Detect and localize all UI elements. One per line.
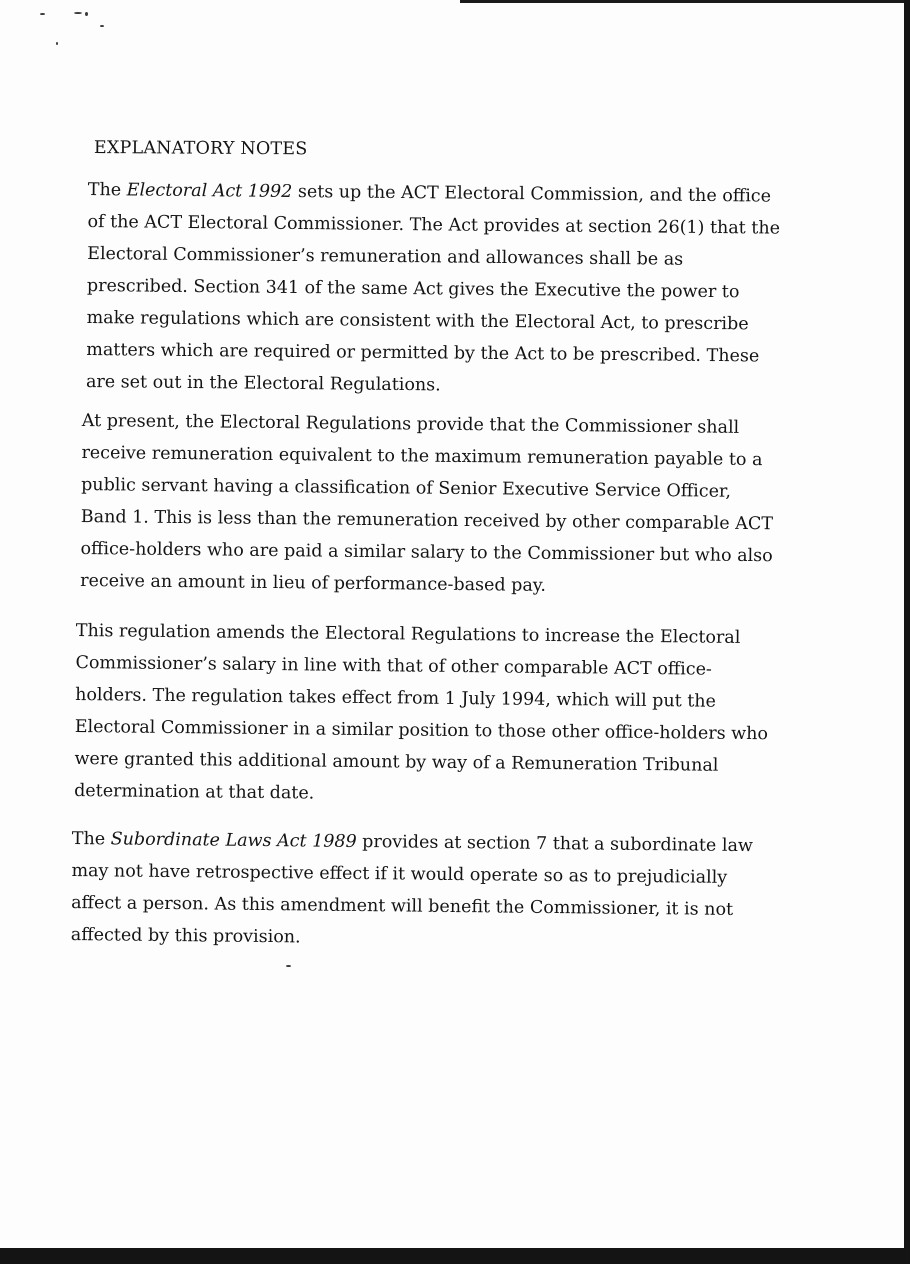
scan-speck: [286, 965, 291, 967]
paragraph-text: sets up the ACT Electoral Commission, and the office of the ACT Electoral Commissioner. The Act provides at section 26(1) that the Electoral Commissioner’s remuneration and allowances shall be as prescribed. Section 341 of the same Act gives the Executive the power to make regulations which are consistent with the Electoral Act, to prescribe matters which are required or permitted by the Act to be prescribed. These are set out in the Electoral Regulations.: [85, 181, 781, 396]
paragraph-prefix: The: [71, 828, 111, 850]
scan-speck: [85, 12, 88, 16]
scan-edge-top: [460, 0, 910, 3]
act-title-subordinate-laws-act: Subordinate Laws Act 1989: [110, 829, 357, 852]
paragraph-current-remuneration: [80, 405, 782, 604]
paragraph-electoral-act: [86, 174, 788, 405]
scan-edge-right: [904, 0, 910, 1264]
page-title: EXPLANATORY NOTES: [93, 138, 308, 160]
paragraph-prefix: The: [87, 179, 127, 201]
paragraph-subordinate-laws-act: [71, 823, 772, 958]
scan-edge-bottom: [0, 1248, 910, 1264]
scan-speck: [100, 25, 104, 27]
paragraph-text: provides at section 7 that a subordinate law may not have retrospective effect if it would operate so as to prejudicially affect a person. As this amendment will benefit the Commissioner, it is not affected by this provision.: [70, 831, 754, 948]
paragraph-text: This regulation amends the Electoral Regulations to increase the Electoral Commissioner’s salary in line with that of other comparable ACT office-holders. The regulation takes effect from 1 July 1994, which will put the Electoral Commissioner in a similar position to those other office-holders who were granted this additional amount by way of a Remuneration Tribunal determination at that date.: [74, 620, 769, 804]
scan-speck: [40, 13, 45, 15]
act-title-electoral-act: Electoral Act 1992: [126, 180, 293, 202]
paragraph-amendment: [74, 615, 776, 814]
scan-speck: [56, 42, 58, 45]
paragraph-text: At present, the Electoral Regulations provide that the Commissioner shall receive remuneration equivalent to the maximum remuneration payable to a public servant having a classification of Senior Executive Service Officer, Band 1. This is less than the remuneration received by other comparable ACT office-holders who are paid a similar salary to the Commissioner but who also receive an amount in lieu of performance-based pay.: [80, 410, 774, 596]
scan-speck: [74, 12, 82, 14]
